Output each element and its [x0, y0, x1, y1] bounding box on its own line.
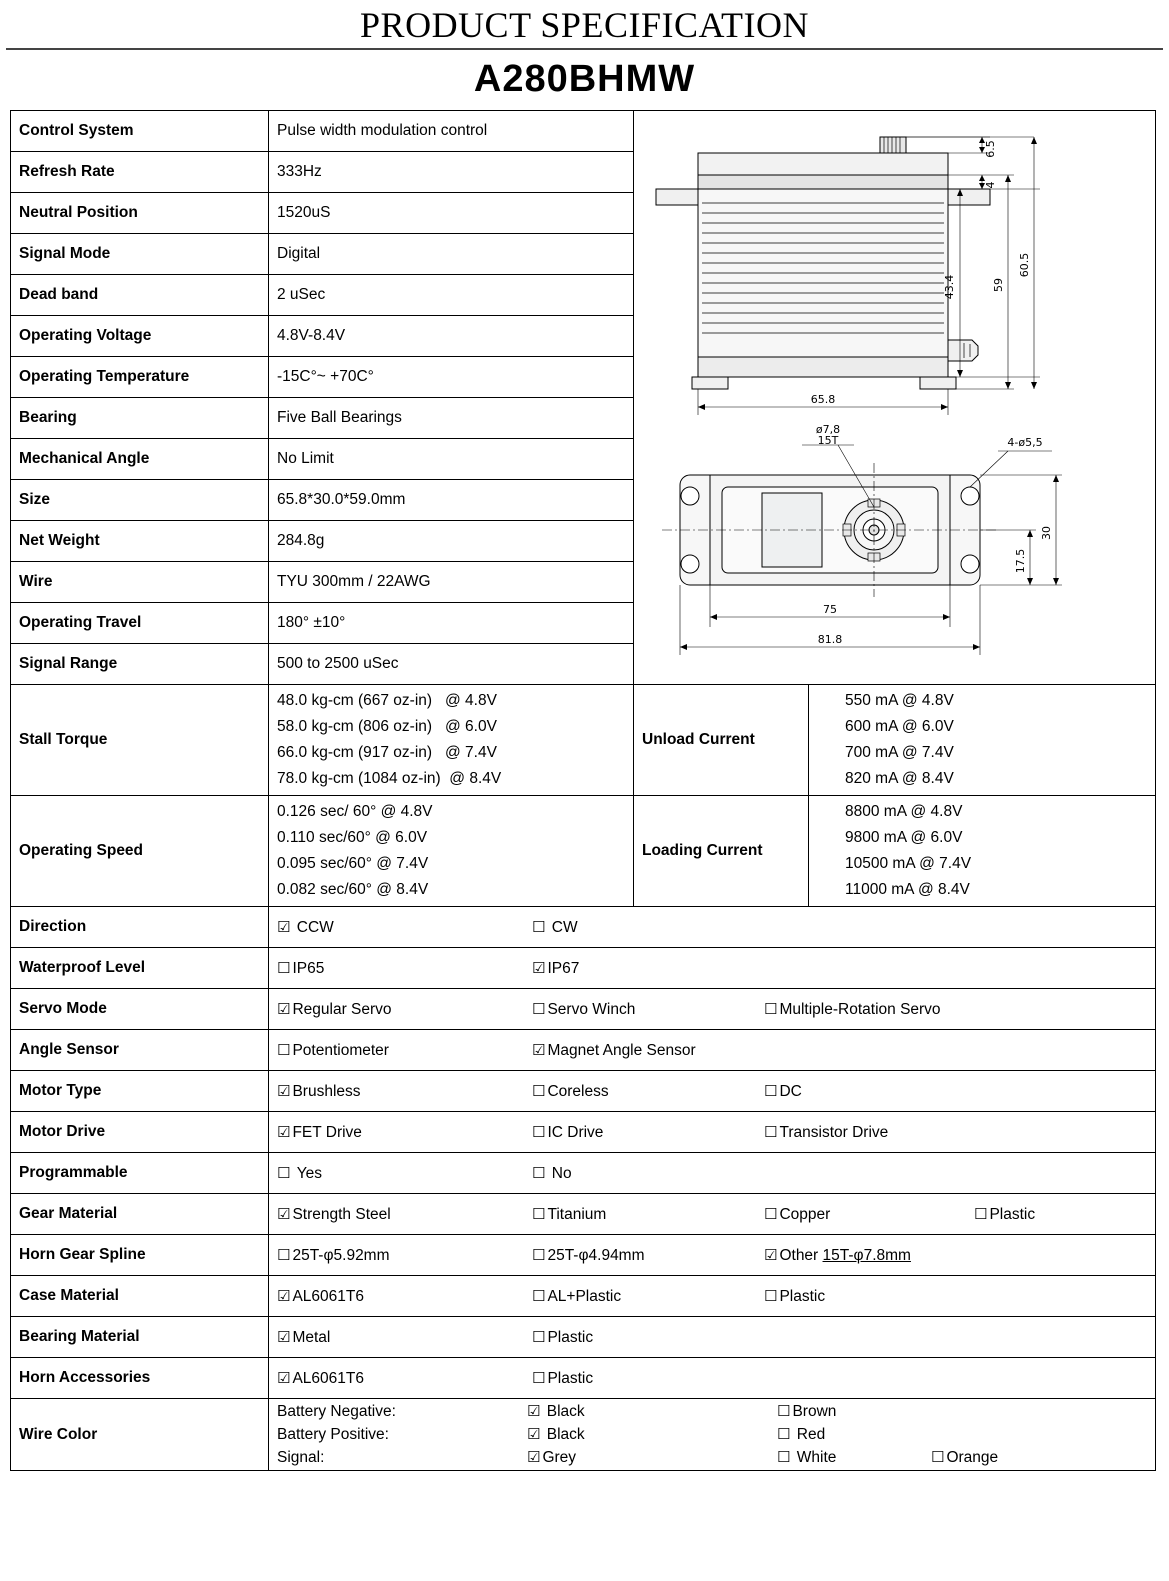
checkbox-case-al6061t6[interactable]: ☑ AL6061T6: [277, 1286, 364, 1305]
checkbox-checked-icon: ☑: [527, 1425, 541, 1443]
direction-options: [269, 907, 1156, 948]
battery-negative-label: Battery Negative:: [277, 1402, 396, 1420]
checkbox-ic-drive[interactable]: ☐ IC Drive: [532, 1122, 604, 1141]
checkbox-horn-al6061t6[interactable]: ☑ AL6061T6: [277, 1368, 364, 1387]
checkbox-25t-494[interactable]: ☐ 25T-φ4.94mm: [532, 1245, 645, 1264]
dim-4-dia-5-5: 4-ø5,5: [1007, 436, 1043, 449]
checkbox-checked-icon: ☑: [532, 958, 546, 977]
table-row-motor-drive: [11, 1112, 1156, 1153]
product-drawing-panel: [634, 111, 1156, 685]
spec-label: Refresh Rate: [11, 152, 269, 193]
checkbox-regular-servo[interactable]: ☑ Regular Servo: [277, 999, 392, 1018]
spec-value: Pulse width modulation control: [269, 111, 634, 152]
table-row-wire-color: [11, 1399, 1156, 1471]
spec-value: 2 uSec: [269, 275, 634, 316]
motor-type-options: [269, 1071, 1156, 1112]
operating-speed-4v: 0.126 sec/ 60° @ 4.8V: [277, 803, 433, 820]
checkbox-checked-icon: ☑: [764, 1245, 778, 1264]
horn-accessories-label: Horn Accessories: [11, 1358, 269, 1399]
checkbox-empty-icon: ☐: [532, 1368, 546, 1387]
checkbox-other-spline[interactable]: ☑ Other 15T-φ7.8mm: [764, 1245, 911, 1264]
dim-30: 30: [1040, 526, 1053, 540]
checkbox-case-plastic[interactable]: ☐ Plastic: [764, 1286, 826, 1305]
dim-59: 59: [992, 278, 1005, 292]
table-row-programmable: [11, 1153, 1156, 1194]
stall-torque-values: [269, 685, 634, 796]
spec-label: Size: [11, 480, 269, 521]
spec-value: 4.8V-8.4V: [269, 316, 634, 357]
table-row-angle-sensor: [11, 1030, 1156, 1071]
checkbox-empty-icon: ☐: [532, 999, 546, 1018]
checkbox-checked-icon: ☑: [277, 917, 291, 936]
checkbox-checked-icon: ☑: [532, 1040, 546, 1059]
checkbox-empty-icon: ☐: [764, 1204, 778, 1223]
unload-current-7v: 700 mA @ 7.4V: [845, 744, 954, 761]
angle-sensor-options: [269, 1030, 1156, 1071]
checkbox-multiple-rotation-servo[interactable]: ☐ Multiple-Rotation Servo: [764, 999, 941, 1018]
gear-material-label: Gear Material: [11, 1194, 269, 1235]
operating-speed-label: Operating Speed: [11, 796, 269, 907]
checkbox-horn-plastic[interactable]: ☐ Plastic: [532, 1368, 594, 1387]
stall-torque-7v: 66.0 kg-cm (917 oz-in) @ 7.4V: [277, 744, 497, 761]
spec-value: 180° ±10°: [269, 603, 634, 644]
direction-label: Direction: [11, 907, 269, 948]
signal-label: Signal:: [277, 1448, 325, 1466]
spec-label: Signal Mode: [11, 234, 269, 275]
checkbox-empty-icon: ☐: [532, 917, 546, 936]
bearing-material-options: [269, 1317, 1156, 1358]
wire-color-options: [269, 1399, 1156, 1471]
checkbox-signal-white-orange[interactable]: ☐ White ☐ Orange: [777, 1448, 999, 1466]
table-row-gear-material: [11, 1194, 1156, 1235]
servo-mode-label: Servo Mode: [11, 989, 269, 1030]
spec-label: Neutral Position: [11, 193, 269, 234]
checkbox-empty-icon: ☐: [277, 1040, 291, 1059]
wire-color-label: Wire Color: [11, 1399, 269, 1471]
checkbox-empty-icon: ☐: [777, 1425, 791, 1443]
table-row-horn-accessories: [11, 1358, 1156, 1399]
checkbox-checked-icon: ☑: [277, 999, 291, 1018]
spec-label: Bearing: [11, 398, 269, 439]
model-name: A280BHMW: [473, 58, 696, 100]
bearing-material-label: Bearing Material: [11, 1317, 269, 1358]
servo-dimension-drawing: [642, 115, 1157, 680]
spec-value: 333Hz: [269, 152, 634, 193]
dim-65-8: 65.8: [810, 393, 836, 406]
table-row-horn-gear-spline: [11, 1235, 1156, 1276]
checkbox-checked-icon: ☑: [277, 1286, 291, 1305]
spec-label: Mechanical Angle: [11, 439, 269, 480]
spec-label: Signal Range: [11, 644, 269, 685]
angle-sensor-label: Angle Sensor: [11, 1030, 269, 1071]
checkbox-transistor-drive[interactable]: ☐ Transistor Drive: [764, 1122, 889, 1141]
horn-gear-spline-label: Horn Gear Spline: [11, 1235, 269, 1276]
servo-mode-options: [269, 989, 1156, 1030]
checkbox-cw[interactable]: ☐ CW: [532, 917, 578, 936]
checkbox-coreless[interactable]: ☐ Coreless: [532, 1081, 609, 1100]
spec-value: -15C°~ +70C°: [269, 357, 634, 398]
dim-dia-7-8: ø7,8: [815, 423, 841, 436]
table-row-waterproof: [11, 948, 1156, 989]
programmable-label: Programmable: [11, 1153, 269, 1194]
checkbox-neg-brown[interactable]: ☐ Brown: [777, 1402, 837, 1420]
checkbox-checked-icon: ☑: [277, 1081, 291, 1100]
checkbox-brushless[interactable]: ☑ Brushless: [277, 1081, 361, 1100]
waterproof-options: [269, 948, 1156, 989]
checkbox-titanium[interactable]: ☐ Titanium: [532, 1204, 607, 1223]
checkbox-neg-black[interactable]: ☑ Black: [527, 1402, 585, 1420]
checkbox-empty-icon: ☐: [777, 1402, 791, 1420]
checkbox-empty-icon: ☐: [532, 1204, 546, 1223]
checkbox-ip65[interactable]: ☐ IP65: [277, 958, 325, 977]
checkbox-empty-icon: ☐: [974, 1204, 988, 1223]
operating-speed-8v: 0.082 sec/60° @ 8.4V: [277, 881, 429, 898]
table-row: [11, 111, 1156, 152]
stall-torque-8v: 78.0 kg-cm (1084 oz-in) @ 8.4V: [277, 770, 502, 787]
unload-current-6v: 600 mA @ 6.0V: [845, 718, 954, 735]
loading-current-8v: 11000 mA @ 8.4V: [845, 881, 970, 898]
dim-6-5: 6.5: [984, 140, 997, 158]
spec-label: Control System: [11, 111, 269, 152]
programmable-options: [269, 1153, 1156, 1194]
spec-label: Operating Voltage: [11, 316, 269, 357]
gear-material-options: [269, 1194, 1156, 1235]
checkbox-pos-black[interactable]: ☑ Black: [527, 1425, 585, 1443]
checkbox-empty-icon: ☐: [764, 999, 778, 1018]
checkbox-checked-icon: ☑: [277, 1122, 291, 1141]
checkbox-programmable-no[interactable]: ☐ No: [532, 1163, 572, 1182]
checkbox-empty-icon: ☐: [532, 1245, 546, 1264]
spec-value: Five Ball Bearings: [269, 398, 634, 439]
spec-value: TYU 300mm / 22AWG: [269, 562, 634, 603]
checkbox-dc[interactable]: ☐ DC: [764, 1081, 802, 1100]
loading-current-values: [809, 796, 1156, 907]
motor-type-label: Motor Type: [11, 1071, 269, 1112]
dim-81-8: 81.8: [817, 633, 843, 646]
motor-drive-options: [269, 1112, 1156, 1153]
dim-15t: 15T: [817, 434, 839, 447]
checkbox-checked-icon: ☑: [277, 1204, 291, 1223]
unload-current-8v: 820 mA @ 8.4V: [845, 770, 954, 787]
checkbox-25t-592[interactable]: ☐ 25T-φ5.92mm: [277, 1245, 390, 1264]
loading-current-label: Loading Current: [634, 796, 809, 907]
table-row-servo-mode: [11, 989, 1156, 1030]
motor-drive-label: Motor Drive: [11, 1112, 269, 1153]
checkbox-empty-icon: ☐: [764, 1081, 778, 1100]
checkbox-ccw[interactable]: ☑ CCW: [277, 917, 334, 936]
checkbox-empty-icon: ☐: [777, 1448, 791, 1466]
spec-value: 500 to 2500 uSec: [269, 644, 634, 685]
table-row-direction: [11, 907, 1156, 948]
battery-positive-label: Battery Positive:: [277, 1425, 389, 1443]
spec-label: Operating Temperature: [11, 357, 269, 398]
checkbox-fet-drive[interactable]: ☑ FET Drive: [277, 1122, 362, 1141]
case-material-label: Case Material: [11, 1276, 269, 1317]
checkbox-empty-icon: ☐: [277, 1245, 291, 1264]
dim-17-5: 17.5: [1014, 548, 1027, 574]
table-row-stall-torque: [11, 685, 1156, 796]
loading-current-4v: 8800 mA @ 4.8V: [845, 803, 963, 820]
checkbox-empty-icon: ☐: [277, 1163, 291, 1182]
spec-value: No Limit: [269, 439, 634, 480]
operating-speed-6v: 0.110 sec/60° @ 6.0V: [277, 829, 428, 846]
unload-current-label: Unload Current: [634, 685, 809, 796]
checkbox-empty-icon: ☐: [532, 1327, 546, 1346]
dim-75: 75: [823, 603, 837, 616]
checkbox-empty-icon: ☐: [764, 1122, 778, 1141]
dim-60-5: 60.5: [1018, 252, 1031, 278]
unload-current-4v: 550 mA @ 4.8V: [845, 692, 954, 709]
checkbox-checked-icon: ☑: [527, 1448, 541, 1466]
loading-current-7v: 10500 mA @ 7.4V: [845, 855, 972, 872]
checkbox-magnet-angle-sensor[interactable]: ☑ Magnet Angle Sensor: [532, 1040, 696, 1059]
table-row-motor-type: [11, 1071, 1156, 1112]
checkbox-empty-icon: ☐: [277, 958, 291, 977]
checkbox-strength-steel[interactable]: ☑ Strength Steel: [277, 1204, 391, 1223]
checkbox-bearing-metal[interactable]: ☑ Metal: [277, 1327, 331, 1346]
stall-torque-4v: 48.0 kg-cm (667 oz-in) @ 4.8V: [277, 692, 497, 709]
checkbox-checked-icon: ☑: [527, 1402, 541, 1420]
table-row-case-material: [11, 1276, 1156, 1317]
stall-torque-label: Stall Torque: [11, 685, 269, 796]
checkbox-al-plastic[interactable]: ☐ AL+Plastic: [532, 1286, 622, 1305]
table-row-bearing-material: [11, 1317, 1156, 1358]
checkbox-servo-winch[interactable]: ☐ Servo Winch: [532, 999, 636, 1018]
spec-label: Wire: [11, 562, 269, 603]
checkbox-empty-icon: ☐: [532, 1163, 546, 1182]
checkbox-signal-grey[interactable]: ☑ Grey: [527, 1448, 577, 1466]
waterproof-label: Waterproof Level: [11, 948, 269, 989]
spec-value: 1520uS: [269, 193, 634, 234]
checkbox-ip67[interactable]: ☑ IP67: [532, 958, 580, 977]
case-material-options: [269, 1276, 1156, 1317]
loading-current-6v: 9800 mA @ 6.0V: [845, 829, 963, 846]
checkbox-checked-icon: ☑: [277, 1368, 291, 1387]
checkbox-copper[interactable]: ☐ Copper: [764, 1204, 831, 1223]
specification-table: [10, 110, 1156, 1471]
unload-current-values: [809, 685, 1156, 796]
checkbox-programmable-yes[interactable]: ☐ Yes: [277, 1163, 323, 1182]
spec-label: Operating Travel: [11, 603, 269, 644]
spec-label: Net Weight: [11, 521, 269, 562]
dim-43-4: 43.4: [943, 274, 956, 300]
checkbox-checked-icon: ☑: [277, 1327, 291, 1346]
horn-accessories-options: [269, 1358, 1156, 1399]
checkbox-empty-icon: ☐: [764, 1286, 778, 1305]
checkbox-empty-icon: ☐: [931, 1448, 945, 1466]
checkbox-empty-icon: ☐: [532, 1286, 546, 1305]
spec-value: 65.8*30.0*59.0mm: [269, 480, 634, 521]
page-title: PRODUCT SPECIFICATION: [360, 5, 809, 45]
checkbox-empty-icon: ☐: [532, 1122, 546, 1141]
spec-value: 284.8g: [269, 521, 634, 562]
spec-label: Dead band: [11, 275, 269, 316]
other-spline-value: 15T-φ7.8mm: [822, 1246, 911, 1264]
checkbox-potentiometer[interactable]: ☐ Potentiometer: [277, 1040, 389, 1059]
operating-speed-values: [269, 796, 634, 907]
stall-torque-6v: 58.0 kg-cm (806 oz-in) @ 6.0V: [277, 718, 497, 735]
checkbox-bearing-plastic[interactable]: ☐ Plastic: [532, 1327, 594, 1346]
checkbox-plastic-gear[interactable]: ☐ Plastic: [974, 1204, 1036, 1223]
checkbox-pos-red[interactable]: ☐ Red: [777, 1425, 826, 1443]
checkbox-empty-icon: ☐: [532, 1081, 546, 1100]
operating-speed-7v: 0.095 sec/60° @ 7.4V: [277, 855, 429, 872]
dim-4: 4: [984, 181, 997, 189]
horn-gear-spline-options: [269, 1235, 1156, 1276]
table-row-operating-speed: [11, 796, 1156, 907]
spec-value: Digital: [269, 234, 634, 275]
